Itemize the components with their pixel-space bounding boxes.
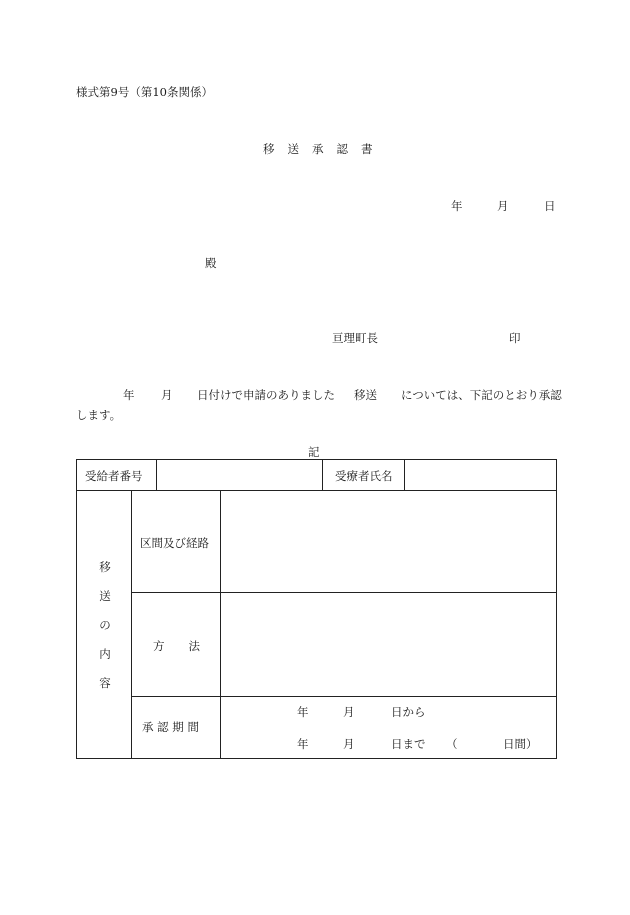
- body-line-2: します。: [76, 408, 122, 422]
- transfer-content-label: [98, 559, 112, 704]
- body-move-word: 移送: [354, 388, 377, 402]
- body-tail: については、下記のとおり承認: [401, 388, 562, 402]
- table-rule: [131, 696, 557, 697]
- period-from-day: 日から: [391, 705, 426, 719]
- table-rule: [220, 490, 221, 759]
- table-rule: [156, 459, 157, 490]
- body-month: 月: [161, 388, 173, 402]
- table-rule: [131, 490, 132, 759]
- table-rule: [76, 490, 557, 491]
- seal-mark: 印: [509, 331, 521, 345]
- date-year: 年: [451, 199, 463, 213]
- transfer-char: 移: [99, 560, 111, 574]
- date-month: 月: [497, 199, 509, 213]
- transfer-char: 内: [99, 647, 111, 661]
- period-to-year: 年: [297, 737, 309, 751]
- document-title: [263, 141, 373, 157]
- addressee-honorific: 殿: [205, 256, 217, 270]
- table-rule: [404, 459, 405, 490]
- patient-name-label: 受療者氏名: [335, 469, 393, 483]
- title-char: 書: [361, 142, 373, 156]
- ki-heading: 記: [308, 445, 320, 459]
- form-number: 様式第9号（第10条関係）: [76, 85, 213, 99]
- method-char: 方: [153, 639, 165, 653]
- method-label: [153, 638, 200, 654]
- transfer-char: 送: [99, 589, 111, 603]
- title-char: 認: [336, 142, 348, 156]
- issuer-name: 亘理町長: [332, 331, 378, 345]
- table-border: [556, 459, 557, 759]
- title-char: 承: [312, 142, 324, 156]
- method-char: 法: [188, 639, 200, 653]
- date-day: 日: [544, 199, 556, 213]
- period-paren-open: （: [446, 737, 458, 751]
- title-char: 移: [263, 142, 275, 156]
- transfer-char: の: [99, 618, 111, 632]
- period-to-month: 月: [343, 737, 355, 751]
- transfer-table: [76, 459, 557, 759]
- body-year: 年: [123, 388, 135, 402]
- period-to-day: 日まで: [391, 737, 426, 751]
- table-border: [76, 459, 77, 759]
- transfer-char: 容: [99, 676, 111, 690]
- table-rule: [131, 592, 557, 593]
- table-border: [76, 758, 557, 759]
- body-date-phrase: 日付けで申請のありました: [197, 388, 335, 402]
- table-border: [76, 459, 557, 460]
- period-from-month: 月: [343, 705, 355, 719]
- recipient-number-label: 受給者番号: [85, 469, 143, 483]
- period-days: 日間）: [503, 737, 538, 751]
- period-from-year: 年: [297, 705, 309, 719]
- approval-period-label: 承 認 期 間: [142, 720, 199, 734]
- section-route-label: 区間及び経路: [140, 536, 209, 550]
- title-char: 送: [287, 142, 299, 156]
- table-rule: [322, 459, 323, 490]
